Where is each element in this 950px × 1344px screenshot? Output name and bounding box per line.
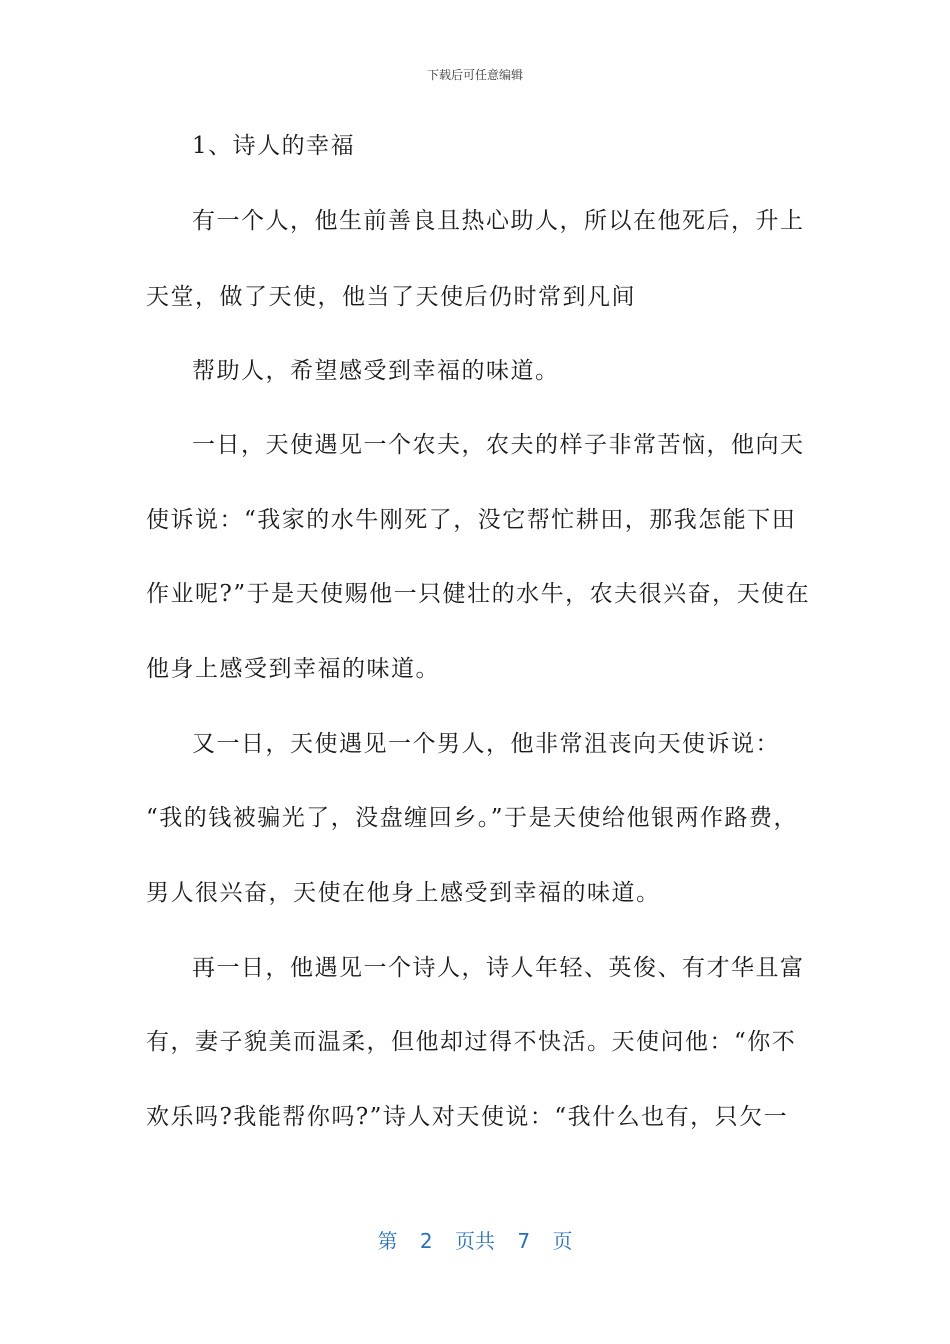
paragraph-line: 作业呢?”于是天使赐他一只健壮的水牛，农夫很兴奋，天使在 [146, 581, 811, 607]
paragraph-line: 使诉说：“我家的水牛刚死了，没它帮忙耕田，那我怎能下田 [146, 507, 797, 533]
paragraph-line: 再一日，他遇见一个诗人，诗人年轻、英俊、有才华且富 [192, 955, 805, 981]
paragraph-line: 帮助人，希望感受到幸福的味道。 [192, 358, 560, 384]
page-header: 下载后可任意编辑 [426, 68, 523, 82]
paragraph-line: “我的钱被骗光了，没盘缠回乡。”于是天使给他银两作路费， [146, 805, 799, 831]
paragraph-line: 他身上感受到幸福的味道。 [146, 656, 440, 682]
paragraph-line: 有一个人，他生前善良且热心助人，所以在他死后，升上 [192, 208, 805, 234]
total-page-count: 7 [517, 1229, 531, 1253]
paragraph-line: 男人很兴奋，天使在他身上感受到幸福的味道。 [146, 880, 661, 906]
section-title: 1、诗人的幸福 [192, 133, 356, 159]
footer-middle: 页共 [455, 1229, 495, 1253]
current-page-number: 2 [419, 1229, 433, 1253]
footer-prefix: 第 [377, 1229, 398, 1253]
paragraph-line: 欢乐吗?我能帮你吗?”诗人对天使说：“我什么也有，只欠一 [146, 1104, 789, 1130]
paragraph-line: 一日，天使遇见一个农夫，农夫的样子非常苦恼，他向天 [192, 432, 805, 458]
footer-suffix: 页 [552, 1229, 573, 1253]
page-footer [0, 1225, 950, 1254]
paragraph-line: 又一日，天使遇见一个男人，他非常沮丧向天使诉说： [192, 731, 780, 757]
paragraph-line: 有，妻子貌美而温柔，但他却过得不快活。天使问他：“你不 [146, 1029, 797, 1055]
paragraph-line: 天堂，做了天使，他当了天使后仍时常到凡间 [146, 284, 636, 310]
